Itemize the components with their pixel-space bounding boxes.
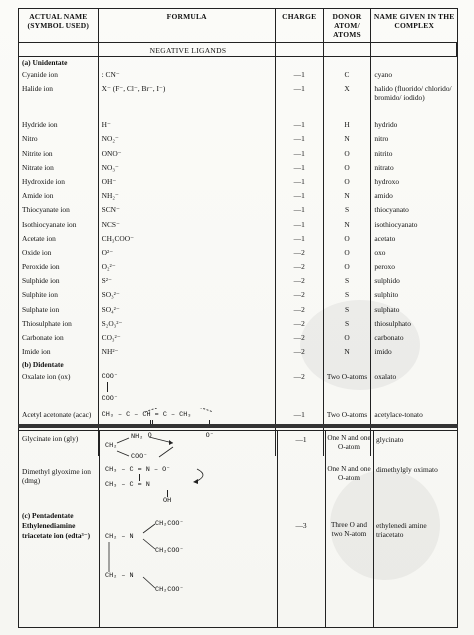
- table-row: [19, 218, 457, 232]
- formula-part: CH₃ – C = N: [105, 481, 150, 489]
- chelate-bonds-icon: [103, 433, 183, 463]
- row-name: Nitrite ion: [19, 147, 99, 161]
- row-formula: : CN⁻: [99, 68, 276, 82]
- row-donor: S: [324, 274, 372, 288]
- formula-part: COO⁻: [101, 395, 118, 404]
- row-donor: O: [324, 147, 372, 161]
- header-charge: CHARGE: [276, 9, 324, 42]
- formula-part: CH₂ – N: [105, 533, 134, 541]
- row-donor: One N and one O-atom: [327, 465, 371, 482]
- row-charge: —1: [276, 161, 324, 175]
- table-row: [19, 317, 457, 331]
- row-name: Halide ion: [19, 82, 99, 118]
- row-formula: SO₃²⁻: [99, 288, 276, 302]
- row-charge: —2: [276, 246, 324, 260]
- table-row: [19, 288, 457, 302]
- row-donor: N: [324, 189, 372, 203]
- row-name: Thiosulphate ion: [19, 317, 99, 331]
- page-divider: [18, 424, 458, 428]
- row-charge: —1: [295, 435, 307, 444]
- row-formula: NO₂⁻: [99, 132, 276, 146]
- formula-part: CH₂ – N: [105, 572, 134, 580]
- table-row: [19, 161, 457, 175]
- row-donor: S: [324, 288, 372, 302]
- row-given: oxo: [374, 247, 386, 257]
- row-given: nitrato: [374, 162, 394, 172]
- row-donor: O: [324, 175, 372, 189]
- section-negative-ligands: [19, 43, 457, 57]
- bond-line: [107, 382, 108, 392]
- row-charge: —2: [276, 274, 324, 288]
- row-charge: —2: [276, 331, 324, 345]
- formula-part: CH₂COO⁻: [155, 520, 184, 528]
- section-title: NEGATIVE LIGANDS: [149, 46, 227, 55]
- row-name: Amide ion: [19, 189, 99, 203]
- row-charge: —1: [276, 218, 324, 232]
- row-name: Sulphate ion: [19, 303, 99, 317]
- oxalate-structure: [99, 370, 276, 408]
- row-charge: —1: [276, 132, 324, 146]
- row-donor: N: [324, 132, 372, 146]
- row-given: peroxo: [374, 262, 395, 272]
- table-row: [19, 303, 457, 317]
- formula-part: CH₂COO⁻: [155, 586, 184, 594]
- row-formula: SCN⁻: [99, 203, 276, 217]
- table-row: [19, 82, 457, 118]
- row-given: isothiocyanato: [374, 219, 418, 229]
- row-name: Peroxide ion: [19, 260, 99, 274]
- row-given: oxalato: [374, 372, 397, 382]
- row-given: ethylenedi amine triacetato: [376, 521, 427, 539]
- row-given: sulphido: [374, 276, 400, 286]
- row-donor: N: [324, 218, 372, 232]
- row-donor: H: [324, 118, 372, 132]
- subsection-unidentate: [19, 57, 457, 68]
- row-given: dimethylgly oximato: [376, 465, 438, 474]
- header-donor: DONOR ATOM/ ATOMS: [324, 9, 372, 42]
- row-charge: —1: [276, 189, 324, 203]
- table-row: [19, 147, 457, 161]
- row-donor: S: [324, 303, 372, 317]
- row-given: amido: [374, 191, 393, 201]
- formula-part: O: [147, 432, 152, 441]
- header-actual-name: ACTUAL NAME (SYMBOL USED): [19, 9, 99, 42]
- row-given: nitrito: [374, 148, 393, 158]
- row-formula: ONO⁻: [99, 147, 276, 161]
- row-name: Acetate ion: [19, 232, 99, 246]
- row-donor: One N and one O-atom: [327, 434, 371, 451]
- row-donor: O: [324, 246, 372, 260]
- row-formula: S₂O₃²⁻: [99, 317, 276, 331]
- row-name: Imide ion: [19, 345, 99, 359]
- subsection-label: (c) Pentadentate: [22, 511, 74, 520]
- row-donor: X: [324, 82, 372, 118]
- formula-part: NH₂: [131, 433, 144, 441]
- row-name: Nitrate ion: [19, 161, 99, 175]
- row-charge: —2: [276, 288, 324, 302]
- formula-part: CH₃ – C = N – O⁻: [105, 466, 171, 474]
- row-charge: —1: [276, 118, 324, 132]
- table-row: [19, 68, 457, 82]
- row-charge: —1: [276, 68, 324, 82]
- table-row: [19, 246, 457, 260]
- resonance-arrow-icon: [139, 408, 219, 414]
- row-name: Oxalate ion (ox): [19, 370, 99, 408]
- row-given: sulphato: [374, 304, 400, 314]
- row-formula: NCS⁻: [99, 218, 276, 232]
- row-given: thiocyanato: [374, 205, 409, 215]
- row-name: Acetyl acetonate (acac): [19, 408, 99, 446]
- row-name: Sulphide ion: [19, 274, 99, 288]
- edta-bonds-icon: [103, 519, 163, 599]
- row-name: Isothiocyanate ion: [19, 218, 99, 232]
- table-header: [19, 9, 457, 43]
- row-formula: NH₂⁻: [99, 189, 276, 203]
- row-formula: H⁻: [99, 118, 276, 132]
- row-given: nitro: [374, 134, 389, 144]
- row-charge: —1: [276, 82, 324, 118]
- table-row: [19, 370, 457, 408]
- row-charge: —1: [276, 147, 324, 161]
- row-donor: S: [324, 317, 372, 331]
- edta-structure: [103, 519, 273, 619]
- row-name: Dimethyl glyoxime ion (dmg): [22, 467, 91, 485]
- row-donor: S: [324, 203, 372, 217]
- row-name: Thiocyanate ion: [19, 203, 99, 217]
- row-charge: —2: [276, 260, 324, 274]
- row-charge: —1: [276, 408, 324, 446]
- row-name: Ethylenediamine triacetate ion (edta³⁻): [22, 521, 91, 540]
- row-donor: Three O and two N-atom: [331, 521, 367, 538]
- formula-part: CH₂: [105, 442, 118, 450]
- row-charge: —1: [276, 175, 324, 189]
- table-row: [19, 175, 457, 189]
- row-name: Oxide ion: [19, 246, 99, 260]
- formula-part: O⁻: [205, 432, 214, 441]
- row-charge: —2: [276, 345, 324, 359]
- formula-part: OH: [163, 497, 172, 505]
- row-formula: NH²⁻: [99, 345, 276, 359]
- header-name-given: NAME GIVEN IN THE COMPLEX: [373, 12, 455, 30]
- row-given: sulphito: [374, 290, 399, 300]
- coordination-arrow-icon: [163, 465, 213, 485]
- row-given: acetato: [374, 233, 396, 243]
- table-row: [19, 189, 457, 203]
- table-row: [19, 260, 457, 274]
- formula-part: CH₂COO⁻: [155, 547, 184, 555]
- row-donor: C: [324, 68, 372, 82]
- row-charge: —1: [276, 203, 324, 217]
- row-formula: O²⁻: [99, 246, 276, 260]
- row-charge: —2: [276, 317, 324, 331]
- row-given: halido (fluorido/ chlorido/ bromido/ iodido): [374, 84, 452, 103]
- table-row: [19, 232, 457, 246]
- row-donor: Two O-atoms: [324, 370, 372, 408]
- table-row: [19, 118, 457, 132]
- formula-part: COO⁻: [131, 453, 148, 461]
- row-formula: OH⁻: [99, 175, 276, 189]
- row-given: acetylace-tonato: [374, 410, 423, 420]
- ligand-table-continued: [18, 430, 458, 628]
- header-formula: FORMULA: [99, 9, 276, 42]
- row-name: Hydroxide ion: [19, 175, 99, 189]
- row-given: hydroxo: [374, 176, 400, 186]
- row-name: Sulphite ion: [19, 288, 99, 302]
- row-name: Carbonate ion: [19, 331, 99, 345]
- row-given: thiosulphato: [374, 318, 411, 328]
- row-name: Nitro: [19, 132, 99, 146]
- row-formula: CH₃COO⁻: [99, 232, 276, 246]
- row-name: Cyanide ion: [19, 68, 99, 82]
- row-formula: NO₃⁻: [99, 161, 276, 175]
- row-name: Hydride ion: [19, 118, 99, 132]
- row-given: cyano: [374, 70, 393, 79]
- row-formula: CO₃²⁻: [99, 331, 276, 345]
- row-name: Glycinate ion (gly): [22, 434, 79, 443]
- ligand-table: [18, 8, 458, 456]
- table-row: [19, 345, 457, 359]
- glycinate-structure: [103, 433, 273, 463]
- dmg-structure: [103, 465, 273, 509]
- table-row: [19, 132, 457, 146]
- subsection-label: (b) Didentate: [19, 359, 99, 370]
- row-given: glycinato: [376, 435, 404, 444]
- row-charge: —3: [295, 521, 307, 530]
- row-formula: O₂²⁻: [99, 260, 276, 274]
- row-formula: S²⁻: [99, 274, 276, 288]
- row-donor: O: [324, 331, 372, 345]
- row-donor: Two O-atoms: [324, 408, 372, 446]
- table-row: [19, 274, 457, 288]
- row-donor: O: [324, 260, 372, 274]
- subsection-label: (a) Unidentate: [19, 57, 99, 68]
- subsection-didentate: [19, 359, 457, 370]
- table-row: [19, 331, 457, 345]
- formula-part: COO⁻: [101, 373, 118, 382]
- row-donor: O: [324, 161, 372, 175]
- row-given: carbonato: [374, 333, 404, 342]
- row-charge: —2: [276, 303, 324, 317]
- row-given: hydrido: [374, 120, 398, 130]
- row-formula: SO₄²⁻: [99, 303, 276, 317]
- row-charge: —1: [276, 232, 324, 246]
- row-donor: O: [324, 232, 372, 246]
- row-formula: X⁻ (F⁻, Cl⁻, Br⁻, I⁻): [99, 82, 276, 118]
- row-donor: N: [324, 345, 372, 359]
- table-row: [19, 203, 457, 217]
- formula-part: CH₃ – C – CH = C – CH₃: [101, 411, 192, 420]
- row-given: imido: [374, 347, 392, 357]
- row-charge: —2: [276, 370, 324, 408]
